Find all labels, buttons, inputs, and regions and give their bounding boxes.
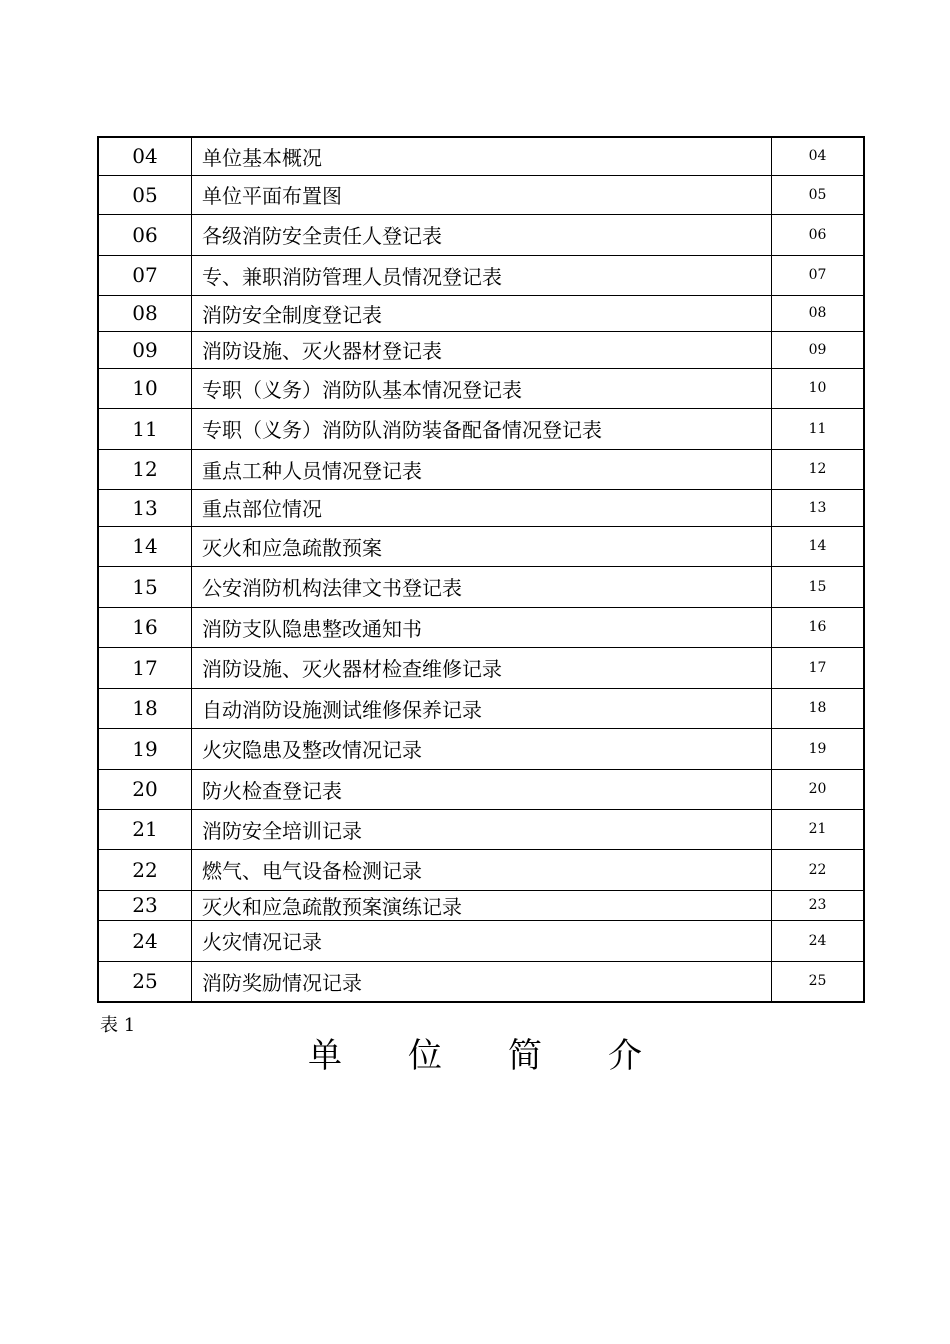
table-row xyxy=(98,961,864,1002)
row-page: 16 xyxy=(772,607,865,647)
table-row xyxy=(98,809,864,849)
row-number: 12 xyxy=(98,449,192,489)
row-number: 07 xyxy=(98,255,192,295)
row-number: 25 xyxy=(98,961,192,1002)
row-title: 单位平面布置图 xyxy=(192,175,772,214)
row-title: 灭火和应急疏散预案演练记录 xyxy=(192,890,772,920)
row-page: 05 xyxy=(772,175,865,214)
row-page: 19 xyxy=(772,728,865,769)
row-number: 18 xyxy=(98,688,192,728)
row-number: 24 xyxy=(98,920,192,961)
table-row xyxy=(98,331,864,368)
row-page: 10 xyxy=(772,368,865,408)
row-page: 13 xyxy=(772,489,865,526)
row-title: 火灾情况记录 xyxy=(192,920,772,961)
table-row xyxy=(98,449,864,489)
row-page: 14 xyxy=(772,526,865,566)
row-title: 专职（义务）消防队消防装备配备情况登记表 xyxy=(192,408,772,449)
row-page: 08 xyxy=(772,295,865,331)
table-row xyxy=(98,408,864,449)
row-title: 专、兼职消防管理人员情况登记表 xyxy=(192,255,772,295)
table-row xyxy=(98,255,864,295)
heading-char: 单 xyxy=(308,1036,342,1076)
row-number: 08 xyxy=(98,295,192,331)
table-row xyxy=(98,769,864,809)
row-title: 公安消防机构法律文书登记表 xyxy=(192,566,772,607)
row-title: 消防安全制度登记表 xyxy=(192,295,772,331)
table-row xyxy=(98,526,864,566)
row-number: 13 xyxy=(98,489,192,526)
table-row xyxy=(98,137,864,175)
row-page: 11 xyxy=(772,408,865,449)
row-number: 10 xyxy=(98,368,192,408)
table-row xyxy=(98,295,864,331)
row-page: 20 xyxy=(772,769,865,809)
heading-char: 位 xyxy=(408,1036,442,1076)
row-title: 单位基本概况 xyxy=(192,137,772,175)
table-row xyxy=(98,647,864,688)
row-title: 专职（义务）消防队基本情况登记表 xyxy=(192,368,772,408)
row-page: 25 xyxy=(772,961,865,1002)
row-title: 消防设施、灭火器材登记表 xyxy=(192,331,772,368)
row-number: 06 xyxy=(98,214,192,255)
row-number: 19 xyxy=(98,728,192,769)
row-number: 04 xyxy=(98,137,192,175)
row-page: 15 xyxy=(772,566,865,607)
contents-table xyxy=(97,136,865,1003)
table-row xyxy=(98,688,864,728)
row-title: 火灾隐患及整改情况记录 xyxy=(192,728,772,769)
row-number: 11 xyxy=(98,408,192,449)
row-title: 各级消防安全责任人登记表 xyxy=(192,214,772,255)
heading-char: 简 xyxy=(508,1036,542,1076)
row-number: 22 xyxy=(98,849,192,890)
row-title: 消防设施、灭火器材检查维修记录 xyxy=(192,647,772,688)
table-row xyxy=(98,214,864,255)
row-title: 防火检查登记表 xyxy=(192,769,772,809)
section-heading xyxy=(0,1028,950,1077)
row-number: 05 xyxy=(98,175,192,214)
table-row xyxy=(98,890,864,920)
table-row xyxy=(98,607,864,647)
row-number: 23 xyxy=(98,890,192,920)
table-row xyxy=(98,849,864,890)
row-title: 自动消防设施测试维修保养记录 xyxy=(192,688,772,728)
table-caption: 表 1 xyxy=(100,1015,136,1036)
row-page: 21 xyxy=(772,809,865,849)
table-row xyxy=(98,728,864,769)
row-page: 17 xyxy=(772,647,865,688)
table-row xyxy=(98,489,864,526)
row-page: 06 xyxy=(772,214,865,255)
row-page: 07 xyxy=(772,255,865,295)
row-number: 09 xyxy=(98,331,192,368)
table-row xyxy=(98,175,864,214)
row-page: 09 xyxy=(772,331,865,368)
row-title: 消防奖励情况记录 xyxy=(192,961,772,1002)
row-page: 04 xyxy=(772,137,865,175)
row-title: 消防安全培训记录 xyxy=(192,809,772,849)
row-title: 灭火和应急疏散预案 xyxy=(192,526,772,566)
row-title: 重点工种人员情况登记表 xyxy=(192,449,772,489)
row-page: 22 xyxy=(772,849,865,890)
row-number: 21 xyxy=(98,809,192,849)
row-page: 24 xyxy=(772,920,865,961)
table-row xyxy=(98,566,864,607)
row-page: 18 xyxy=(772,688,865,728)
row-number: 15 xyxy=(98,566,192,607)
row-number: 20 xyxy=(98,769,192,809)
row-title: 燃气、电气设备检测记录 xyxy=(192,849,772,890)
row-number: 16 xyxy=(98,607,192,647)
row-page: 23 xyxy=(772,890,865,920)
contents-table-body xyxy=(98,137,864,1002)
table-row xyxy=(98,920,864,961)
table-row xyxy=(98,368,864,408)
row-title: 重点部位情况 xyxy=(192,489,772,526)
row-number: 14 xyxy=(98,526,192,566)
heading-char: 介 xyxy=(608,1036,642,1076)
row-title: 消防支队隐患整改通知书 xyxy=(192,607,772,647)
row-page: 12 xyxy=(772,449,865,489)
row-number: 17 xyxy=(98,647,192,688)
